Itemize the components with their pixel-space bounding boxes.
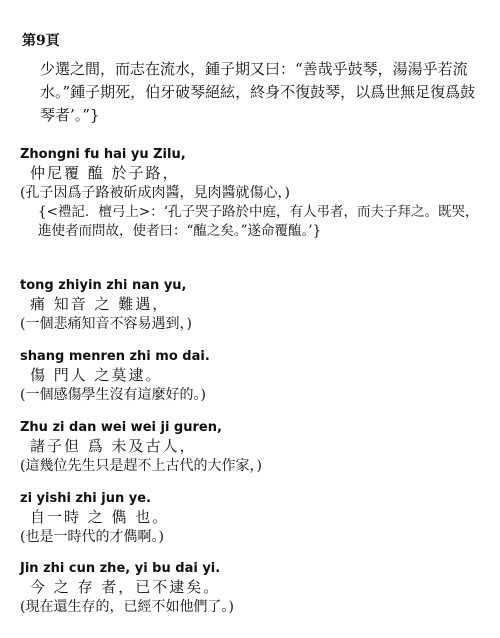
translation-line: (孔子因爲子路被斫成肉醬，見肉醬就傷心，): [20, 185, 290, 201]
pinyin-line: tong zhiyin zhi nan yu,: [20, 278, 187, 293]
chinese-line: 諸子但 爲 未及古人，: [30, 437, 197, 455]
intro-paragraph: 少選之間，而志在流水，鍾子期又曰：“善哉乎鼓琴，湯湯乎若流水。”鍾子期死，伯牙破琴絕絃，終身不復鼓琴，以爲世無足復爲鼓琴者’。”}: [40, 60, 476, 124]
pinyin-line: Jin zhi cun zhe, yi bu dai yi.: [20, 561, 221, 576]
section-4: [20, 419, 490, 476]
chinese-line: 今 之 存 者，已不逮矣。: [30, 578, 221, 596]
section-3: [20, 348, 490, 405]
section-2: [20, 277, 490, 334]
pinyin-line: zi yishi zhi jun ye.: [20, 491, 151, 506]
chinese-line: 自一時 之 儁 也。: [30, 508, 170, 526]
pinyin-line: Zhu zi dan wei wei ji guren,: [20, 420, 222, 435]
pinyin-line: Zhongni fu hai yu Zilu,: [20, 147, 186, 162]
annotation-note: {<禮記．檀弓上>：‘孔子哭子路於中庭，有人弔者，而夫子拜之。既哭，進使者而問故，使者曰：“醢之矣。”遂命覆醢。’}: [38, 204, 479, 239]
pinyin-line: shang menren zhi mo dai.: [20, 349, 210, 364]
section-5: [20, 490, 490, 547]
section-6: [20, 560, 490, 617]
chinese-line: 傷 門人 之莫逮。: [30, 366, 163, 384]
translation-line: (現在還生存的，已經不如他們了。): [20, 599, 234, 615]
page-number: 第9頁: [22, 33, 60, 49]
section-1: [20, 146, 490, 241]
chinese-line: 痛 知音 之 難遇，: [30, 295, 170, 313]
chinese-line: 仲尼覆 醢 於子路，: [30, 164, 180, 182]
translation-line: (一個感傷學生沒有這麼好的。): [20, 387, 206, 403]
translation-line: (一個悲痛知音不容易遇到，): [20, 316, 192, 332]
translation-line: (也是一時代的才儁啊。): [20, 529, 164, 545]
translation-line: (這幾位先生只是趕不上古代的大作家，): [20, 458, 262, 474]
